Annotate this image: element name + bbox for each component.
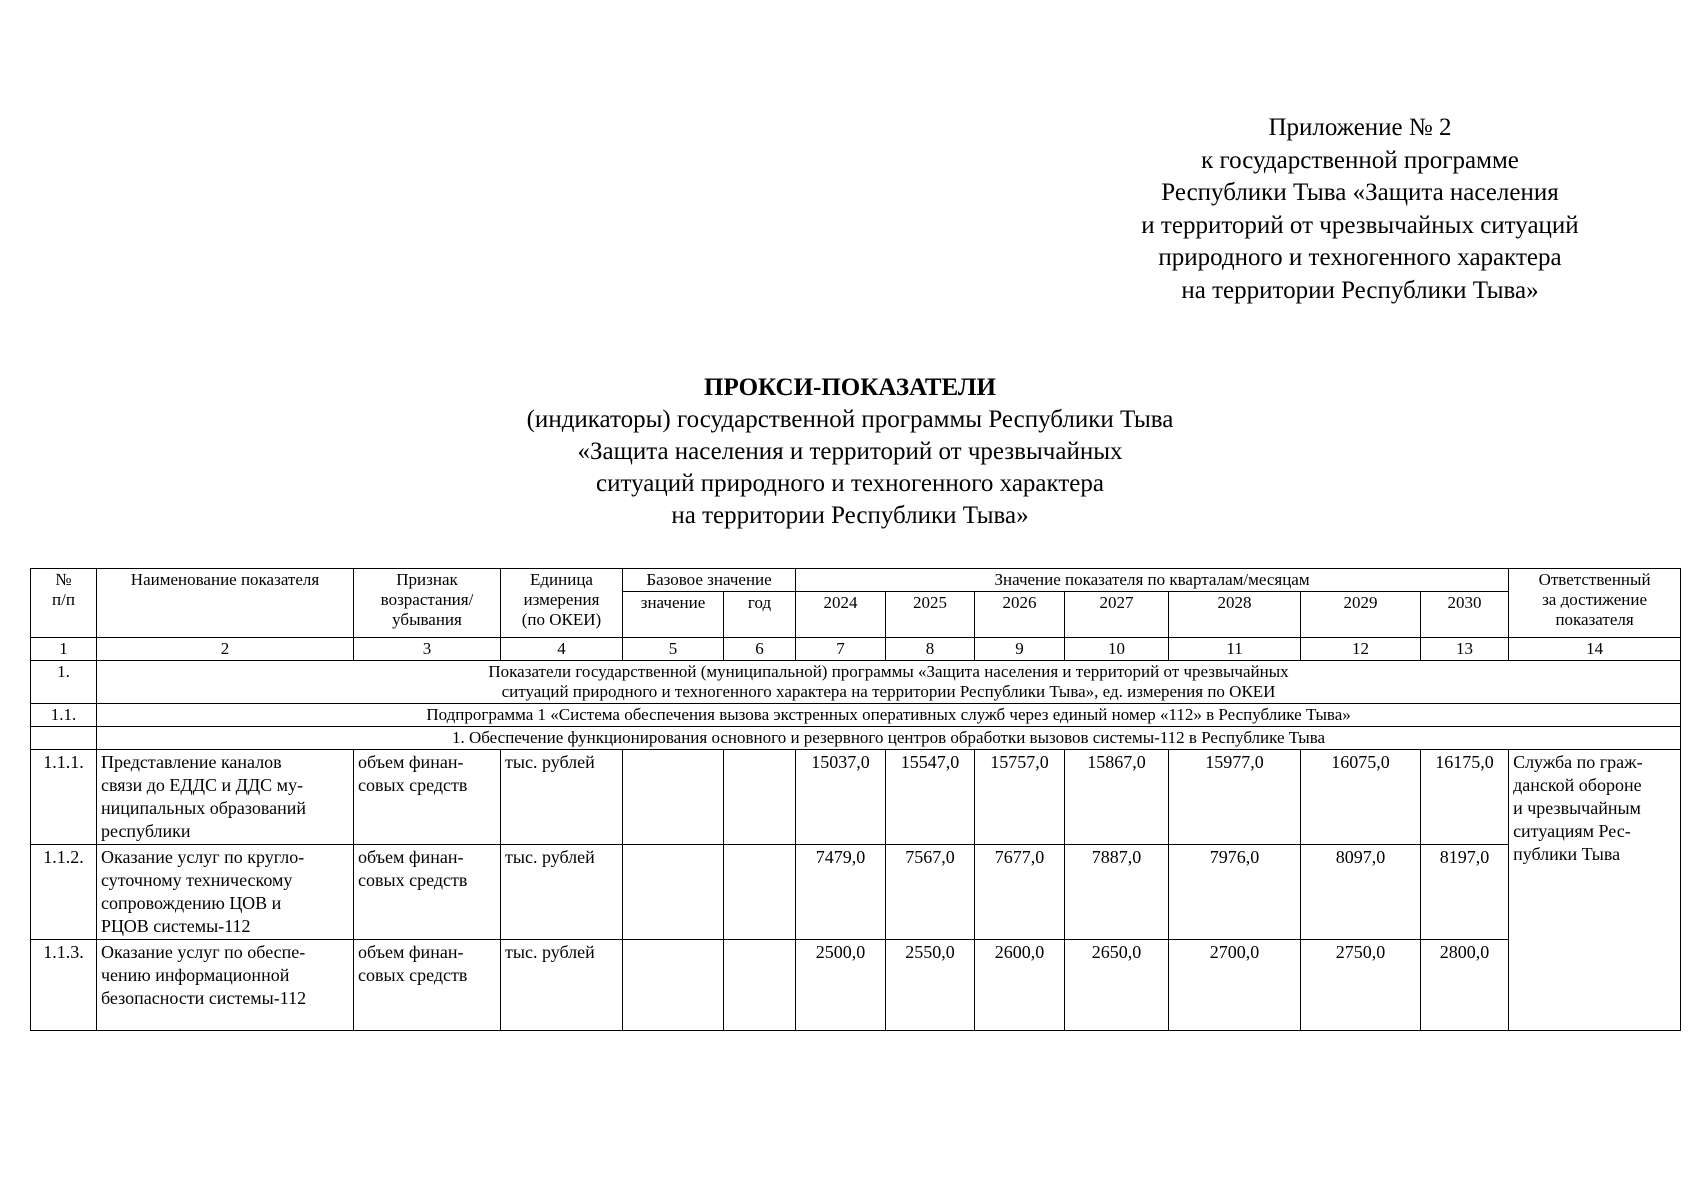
- row-base-year: [724, 940, 796, 1031]
- column-number: 6: [724, 638, 796, 661]
- appendix-line: и территорий от чрезвычайных ситуаций: [1141, 211, 1579, 239]
- row-value: 2600,0: [975, 940, 1065, 1031]
- column-number: 14: [1509, 638, 1681, 661]
- column-number: 13: [1421, 638, 1509, 661]
- appendix-line: на территории Республики Тыва»: [1181, 276, 1539, 304]
- row-base-year: [724, 750, 796, 845]
- header-year: 2027: [1065, 592, 1169, 638]
- row-value: 7887,0: [1065, 845, 1169, 940]
- row-value: 7677,0: [975, 845, 1065, 940]
- column-number: 3: [354, 638, 501, 661]
- row-no: 1.1.2.: [31, 845, 97, 940]
- title-line: ситуаций природного и техногенного характера: [596, 470, 1104, 497]
- header-base-value: значение: [623, 592, 724, 638]
- column-number: 9: [975, 638, 1065, 661]
- row-value: 2750,0: [1301, 940, 1421, 1031]
- row-unit: тыс. рублей: [501, 845, 623, 940]
- task-text: 1. Обеспечение функционирования основного и резервного центров обработки вызовов системы-112 в Республике Тыва: [97, 727, 1681, 750]
- row-trend: объем финан- совых средств: [354, 750, 501, 845]
- title-heading: ПРОКСИ-ПОКАЗАТЕЛИ: [704, 374, 996, 401]
- header-responsible: Ответственный за достижение показателя: [1509, 569, 1681, 638]
- header-trend: Признак возрастания/ убывания: [354, 569, 501, 638]
- row-unit: тыс. рублей: [501, 750, 623, 845]
- title-line: «Защита населения и территорий от чрезвычайных: [577, 438, 1123, 465]
- table-row: [31, 750, 1681, 845]
- table-row: [31, 845, 1681, 940]
- header-base-year: год: [724, 592, 796, 638]
- row-value: 8097,0: [1301, 845, 1421, 940]
- header-values-group: Значение показателя по кварталам/месяцам: [796, 569, 1509, 592]
- appendix-line: к государственной программе: [1201, 146, 1519, 174]
- row-unit: тыс. рублей: [501, 940, 623, 1031]
- column-number: 7: [796, 638, 886, 661]
- column-number: 10: [1065, 638, 1169, 661]
- row-value: 15757,0: [975, 750, 1065, 845]
- task-row: [31, 727, 1681, 750]
- subprogram-text: Подпрограмма 1 «Система обеспечения вызова экстренных оперативных служб через единый номер «112» в Республике Тыва»: [97, 704, 1681, 727]
- title-line: (индикаторы) государственной программы Республики Тыва: [526, 406, 1174, 433]
- column-number: 12: [1301, 638, 1421, 661]
- row-value: 15037,0: [796, 750, 886, 845]
- row-value: 15547,0: [886, 750, 975, 845]
- row-value: 2650,0: [1065, 940, 1169, 1031]
- appendix-block: [1110, 112, 1610, 307]
- subprogram-row: [31, 704, 1681, 727]
- header-year: 2028: [1169, 592, 1301, 638]
- row-name: Оказание услуг по кругло- суточному техническому сопровождению ЦОВ и РЦОВ системы-112: [97, 845, 354, 940]
- header-year: 2030: [1421, 592, 1509, 638]
- section-row: [31, 661, 1681, 704]
- row-value: 7479,0: [796, 845, 886, 940]
- task-no: [31, 727, 97, 750]
- subprogram-no: 1.1.: [31, 704, 97, 727]
- row-value: 2800,0: [1421, 940, 1509, 1031]
- row-value: 2700,0: [1169, 940, 1301, 1031]
- section-text: Показатели государственной (муниципальной) программы «Защита населения и территорий от чрезвычайных ситуаций природного и техногенного характера на территории Республики Тыва», ед. измерения по ОКЕИ: [97, 661, 1681, 704]
- row-trend: объем финан- совых средств: [354, 845, 501, 940]
- column-number-row: [31, 638, 1681, 661]
- header-year: 2024: [796, 592, 886, 638]
- column-number: 1: [31, 638, 97, 661]
- row-value: 7976,0: [1169, 845, 1301, 940]
- row-value: 15867,0: [1065, 750, 1169, 845]
- document-title: [400, 372, 1300, 532]
- row-value: 7567,0: [886, 845, 975, 940]
- header-no: № п/п: [31, 569, 97, 638]
- header-year: 2029: [1301, 592, 1421, 638]
- responsible-cell: Служба по граж- данской обороне и чрезвычайным ситуациям Рес- публики Тыва: [1509, 750, 1681, 1031]
- appendix-line: Республики Тыва «Защита населения: [1161, 179, 1559, 206]
- column-number: 2: [97, 638, 354, 661]
- row-no: 1.1.3.: [31, 940, 97, 1031]
- row-trend: объем финан- совых средств: [354, 940, 501, 1031]
- header-unit: Единица измерения (по ОКЕИ): [501, 569, 623, 638]
- row-name: Оказание услуг по обеспе- чению информационной безопасности системы-112: [97, 940, 354, 1031]
- header-year: 2025: [886, 592, 975, 638]
- header-base: Базовое значение: [623, 569, 796, 592]
- row-base-value: [623, 940, 724, 1031]
- appendix-line: природного и техногенного характера: [1158, 244, 1562, 271]
- header-row: [31, 569, 1681, 592]
- row-base-value: [623, 750, 724, 845]
- indicators-table: [30, 568, 1681, 1031]
- header-name: Наименование показателя: [97, 569, 354, 638]
- column-number: 4: [501, 638, 623, 661]
- row-base-value: [623, 845, 724, 940]
- row-no: 1.1.1.: [31, 750, 97, 845]
- row-value: 16175,0: [1421, 750, 1509, 845]
- title-line: на территории Республики Тыва»: [671, 502, 1029, 529]
- section-no: 1.: [31, 661, 97, 704]
- row-value: 2550,0: [886, 940, 975, 1031]
- row-value: 2500,0: [796, 940, 886, 1031]
- row-value: 15977,0: [1169, 750, 1301, 845]
- column-number: 8: [886, 638, 975, 661]
- row-base-year: [724, 845, 796, 940]
- row-value: 16075,0: [1301, 750, 1421, 845]
- column-number: 5: [623, 638, 724, 661]
- appendix-line: Приложение № 2: [1268, 114, 1452, 141]
- row-name: Представление каналов связи до ЕДДС и ДДС му- ниципальных образований республики: [97, 750, 354, 845]
- row-value: 8197,0: [1421, 845, 1509, 940]
- header-year: 2026: [975, 592, 1065, 638]
- table-row: [31, 940, 1681, 1031]
- column-number: 11: [1169, 638, 1301, 661]
